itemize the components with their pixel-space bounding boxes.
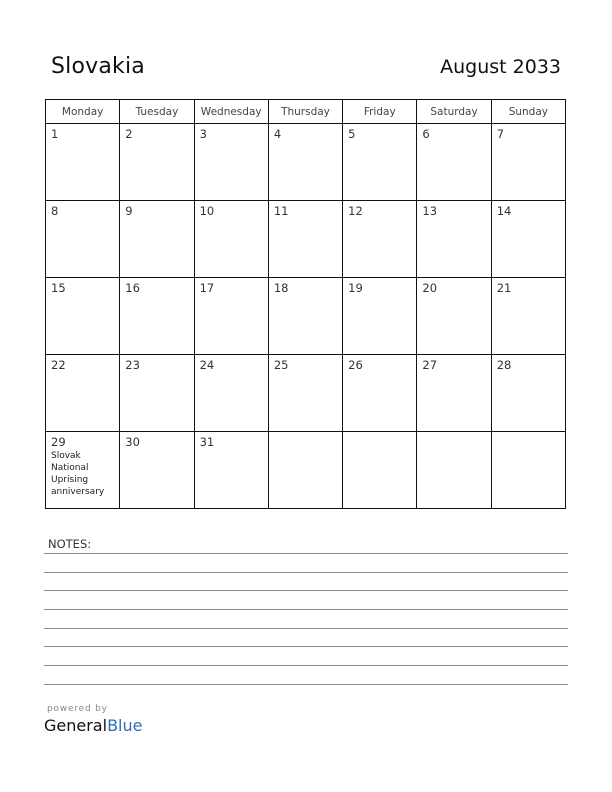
note-line	[44, 553, 568, 554]
powered-by-text: powered by	[47, 704, 108, 714]
day-cell[interactable]	[268, 355, 342, 432]
day-number: 6	[422, 127, 430, 141]
day-cell[interactable]	[491, 355, 565, 432]
day-cell[interactable]	[120, 355, 194, 432]
day-number: 27	[422, 358, 438, 372]
day-number: 21	[496, 281, 512, 295]
calendar-grid	[45, 99, 566, 509]
brand-blue: Blue	[107, 716, 143, 735]
note-line	[44, 628, 568, 629]
day-cell[interactable]	[268, 201, 342, 278]
day-cell[interactable]	[343, 124, 417, 201]
day-cell[interactable]	[46, 432, 120, 509]
day-number: 22	[51, 358, 66, 372]
day-number: 23	[125, 358, 140, 372]
day-number: 12	[348, 204, 363, 218]
day-cell[interactable]	[120, 278, 194, 355]
weekday-header: Monday	[46, 100, 120, 124]
day-number: 1	[51, 127, 59, 141]
day-cell[interactable]	[417, 355, 491, 432]
day-number	[492, 432, 565, 435]
day-cell[interactable]	[343, 201, 417, 278]
day-number: 11	[273, 204, 289, 218]
note-line	[44, 609, 568, 610]
week-row	[46, 201, 566, 278]
day-number: 13	[422, 204, 438, 218]
day-number: 20	[422, 281, 438, 295]
weekday-header: Tuesday	[120, 100, 194, 124]
day-number: 17	[199, 281, 215, 295]
day-cell[interactable]	[343, 278, 417, 355]
day-cell[interactable]	[120, 124, 194, 201]
week-row	[46, 124, 566, 201]
note-line	[44, 684, 568, 685]
day-number: 26	[348, 358, 363, 372]
day-number: 25	[273, 358, 289, 372]
day-cell[interactable]	[343, 355, 417, 432]
note-line	[44, 590, 568, 591]
day-number: 7	[496, 127, 505, 141]
day-number: 19	[348, 281, 363, 295]
day-cell[interactable]	[194, 432, 268, 509]
day-number: 29	[51, 435, 66, 449]
day-number	[343, 432, 416, 435]
day-cell[interactable]	[491, 278, 565, 355]
day-number: 3	[199, 127, 207, 141]
month-year-title: August 2033	[440, 56, 561, 78]
note-line	[44, 572, 568, 573]
week-row	[46, 278, 566, 355]
weekday-header-row	[46, 100, 566, 124]
day-number: 4	[273, 127, 282, 141]
day-number: 8	[51, 204, 59, 218]
weekday-header: Wednesday	[194, 100, 268, 124]
brand-general: General	[44, 716, 108, 735]
weekday-header: Sunday	[491, 100, 565, 124]
day-cell[interactable]	[417, 124, 491, 201]
day-cell[interactable]	[343, 432, 417, 509]
day-cell[interactable]	[417, 201, 491, 278]
week-row	[46, 432, 566, 509]
note-line	[44, 665, 568, 666]
day-cell[interactable]	[46, 278, 120, 355]
day-number: 28	[496, 358, 512, 372]
day-cell[interactable]	[120, 432, 194, 509]
day-cell[interactable]	[120, 201, 194, 278]
day-number: 10	[199, 204, 215, 218]
day-cell[interactable]	[194, 124, 268, 201]
day-number: 18	[273, 281, 289, 295]
brand-logo	[44, 716, 142, 735]
day-number: 14	[496, 204, 512, 218]
day-cell[interactable]	[46, 124, 120, 201]
weekday-header: Saturday	[417, 100, 491, 124]
day-cell[interactable]	[491, 201, 565, 278]
day-cell[interactable]	[491, 124, 565, 201]
weekday-header: Thursday	[268, 100, 342, 124]
day-cell[interactable]	[46, 201, 120, 278]
day-cell[interactable]	[268, 124, 342, 201]
day-cell[interactable]	[194, 278, 268, 355]
day-number: 31	[199, 435, 215, 449]
country-title: Slovakia	[51, 54, 145, 79]
day-cell[interactable]	[491, 432, 565, 509]
day-cell[interactable]	[417, 278, 491, 355]
weekday-header: Friday	[343, 100, 417, 124]
day-number	[269, 432, 342, 435]
week-row	[46, 355, 566, 432]
day-cell[interactable]	[46, 355, 120, 432]
notes-label: NOTES:	[48, 537, 92, 551]
day-number: 24	[199, 358, 215, 372]
day-cell[interactable]	[194, 201, 268, 278]
day-number: 15	[51, 281, 66, 295]
day-number: 2	[125, 127, 133, 141]
day-number: 9	[125, 204, 133, 218]
day-number	[417, 432, 490, 435]
day-cell[interactable]	[268, 278, 342, 355]
day-number: 16	[125, 281, 140, 295]
day-cell[interactable]	[417, 432, 491, 509]
note-line	[44, 646, 568, 647]
holiday-label: Slovak National Uprising anniversary	[51, 451, 105, 497]
day-cell[interactable]	[194, 355, 268, 432]
day-number: 30	[125, 435, 140, 449]
day-number: 5	[348, 127, 356, 141]
day-cell[interactable]	[268, 432, 342, 509]
